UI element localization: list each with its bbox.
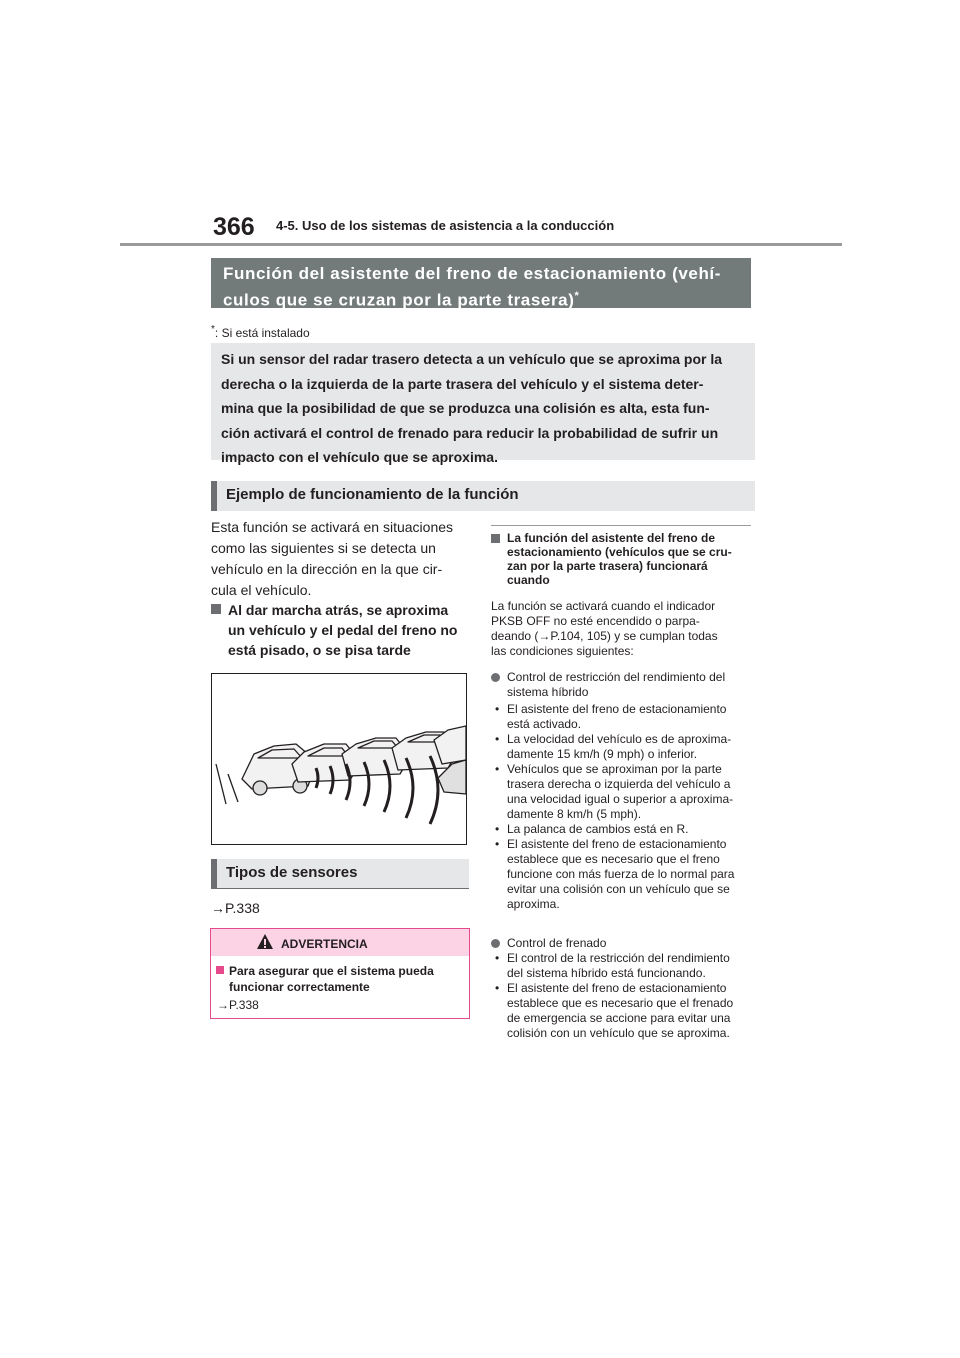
footnote [211, 324, 310, 340]
condition-item-1 [491, 670, 753, 700]
case-line: un vehículo y el pedal del freno no [228, 622, 458, 638]
condition-heading-line: La función del asistente del freno de [507, 531, 716, 545]
para-line: las condiciones siguientes: [491, 644, 634, 658]
case-line: está pisado, o se pisa tarde [228, 642, 411, 658]
bullet-item: • El asistente del freno de estacionamiento establece que es necesario que el frenado de emergencia se accione para evitar una colisión con un vehículo que se aproxima. [491, 981, 753, 1041]
condition-heading-line: zan por la parte trasera) funcionará [507, 559, 708, 573]
condition-heading-line: cuando [507, 573, 550, 587]
item-title-line: Control de restricción del rendimiento del [507, 670, 726, 684]
intro-line: mina que la posibilidad de que se produzca una colisión es alta, esta fun- [221, 400, 710, 416]
square-bullet-icon [211, 604, 221, 614]
para-line: PKSB OFF no esté encendido o parpa- [491, 614, 700, 628]
para-line: deando (→P.104, 105) y se cumplan todas [491, 629, 718, 643]
example-body [211, 517, 471, 601]
right-column-rule [491, 525, 751, 526]
body-line: Esta función se activará en situaciones [211, 519, 454, 535]
condition-heading-line: estacionamiento (vehículos que se cru- [507, 545, 732, 559]
warning-title: ADVERTENCIA [281, 937, 368, 951]
section-title: 4-5. Uso de los sistemas de asistencia a la conducción [276, 218, 615, 233]
para-line: La función se activará cuando el indicador [491, 599, 716, 613]
body-line: vehículo en la dirección en la que cir- [211, 561, 443, 577]
case-line: Al dar marcha atrás, se aproxima [228, 602, 449, 618]
main-title-line-2 [223, 285, 739, 312]
header-rule [120, 243, 842, 246]
main-title-text: culos que se cruzan por la parte trasera) [223, 290, 575, 310]
intro-line: impacto con el vehículo que se aproxima. [221, 449, 498, 465]
case-heading [211, 600, 473, 660]
warning-triangle-icon [256, 933, 274, 951]
item-title-line: Control de frenado [507, 936, 607, 950]
bullet-item: • Vehículos que se aproximan por la parte trasera derecha o izquierda del vehículo a una velocidad igual o superior a aproxima- damente 8 km/h (5 mph). [491, 762, 753, 822]
condition-paragraph [491, 599, 753, 659]
cars-illustration [212, 674, 466, 844]
condition-item-2 [491, 936, 753, 951]
condition-item-2-bullets [491, 951, 753, 1041]
main-title-line-1: Función del asistente del freno de estacionamiento (vehí- [223, 264, 722, 283]
sensor-types-heading: Tipos de sensores [211, 859, 469, 889]
bullet-item: • La velocidad del vehículo es de aproxima- damente 15 km/h (9 mph) o inferior. [491, 732, 753, 762]
warning-page-reference[interactable]: →P.338 [217, 998, 259, 1012]
main-title [211, 258, 751, 308]
intro-box [211, 343, 755, 465]
reversing-illustration [211, 673, 467, 845]
intro-line: derecha o la izquierda de la parte trasera del vehículo y el sistema deter- [221, 375, 704, 392]
circle-bullet-icon [491, 939, 500, 948]
warning-box [210, 928, 470, 1019]
example-heading: Ejemplo de funcionamiento de la función [211, 481, 755, 511]
condition-heading [491, 531, 753, 587]
footnote-mark: * [211, 324, 215, 335]
bullet-item: • La palanca de cambios está en R. [491, 822, 753, 837]
square-bullet-icon [491, 534, 500, 543]
footnote-text: : Si está instalado [214, 326, 310, 340]
condition-item-1-bullets [491, 702, 753, 912]
warning-item [216, 963, 464, 995]
bullet-item: • El asistente del freno de estacionamiento establece que es necesario que el freno funcione con más fuerza de lo normal para evitar una colisión con un vehículo que se aproxima. [491, 837, 753, 912]
body-line: como las siguientes si se detecta un [211, 540, 436, 556]
bullet-item: • El control de la restricción del rendimiento del sistema híbrido está funcionando. [491, 951, 753, 981]
body-line: cula el vehículo. [211, 582, 312, 598]
circle-bullet-icon [491, 673, 500, 682]
warning-item-line: funcionar correctamente [229, 980, 370, 994]
intro-line: Si un sensor del radar trasero detecta a un vehículo que se aproxima por la [221, 351, 723, 367]
sensor-page-reference[interactable]: →P.338 [211, 900, 260, 916]
item-title-line: sistema híbrido [507, 685, 589, 699]
page-number: 366 [213, 213, 255, 241]
square-bullet-icon [216, 966, 224, 974]
asterisk: * [574, 290, 580, 302]
intro-line: ción activará el control de frenado para reducir la probabilidad de sufrir un [221, 424, 719, 441]
warning-item-line: Para asegurar que el sistema pueda [229, 964, 434, 978]
bullet-item: • El asistente del freno de estacionamiento está activado. [491, 702, 753, 732]
